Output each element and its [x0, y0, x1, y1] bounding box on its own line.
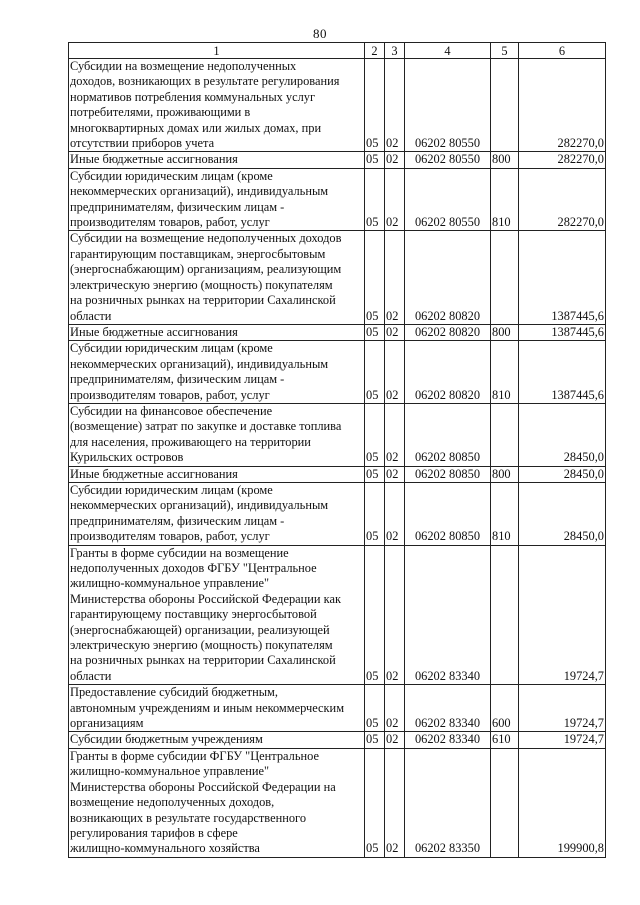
- row-subsection-code: 02: [385, 152, 405, 168]
- row-expense-type-code: [491, 231, 519, 324]
- row-target-code: 06202 83350: [405, 748, 491, 857]
- row-amount: 1387445,6: [519, 341, 606, 404]
- row-target-code: 06202 80820: [405, 341, 491, 404]
- header-col-3: 3: [385, 43, 405, 59]
- row-expense-type-code: [491, 748, 519, 857]
- table-row: [69, 59, 606, 152]
- table-row: [69, 403, 606, 466]
- row-target-code: 06202 80850: [405, 403, 491, 466]
- table-row: [69, 545, 606, 685]
- row-section-code: 05: [365, 341, 385, 404]
- row-amount: 19724,7: [519, 732, 606, 748]
- table-row: [69, 152, 606, 168]
- header-row: [69, 43, 606, 59]
- table-row: [69, 231, 606, 324]
- row-target-code: 06202 83340: [405, 545, 491, 685]
- row-expense-type-code: 800: [491, 324, 519, 340]
- row-subsection-code: 02: [385, 466, 405, 482]
- row-expense-type-code: 800: [491, 466, 519, 482]
- row-amount: 1387445,6: [519, 324, 606, 340]
- row-subsection-code: 02: [385, 545, 405, 685]
- row-name: Субсидии юридическим лицам (кроме некоммерческих организаций), индивидуальным предпринимателям, физическим лицам - производителям товаров, работ, услуг: [69, 341, 365, 404]
- table-row: [69, 168, 606, 231]
- row-target-code: 06202 80850: [405, 466, 491, 482]
- row-subsection-code: 02: [385, 324, 405, 340]
- row-amount: 28450,0: [519, 482, 606, 545]
- table-row: [69, 732, 606, 748]
- row-subsection-code: 02: [385, 59, 405, 152]
- row-name: Субсидии юридическим лицам (кроме некоммерческих организаций), индивидуальным предпринимателям, физическим лицам - производителям товаров, работ, услуг: [69, 168, 365, 231]
- table-body: [69, 59, 606, 858]
- row-name: Субсидии на финансовое обеспечение (возмещение) затрат по закупке и доставке топлива для населения, проживающего на территории Курильских островов: [69, 403, 365, 466]
- row-name: Субсидии юридическим лицам (кроме некоммерческих организаций), индивидуальным предпринимателям, физическим лицам - производителям товаров, работ, услуг: [69, 482, 365, 545]
- row-subsection-code: 02: [385, 732, 405, 748]
- row-expense-type-code: [491, 545, 519, 685]
- row-target-code: 06202 83340: [405, 732, 491, 748]
- row-target-code: 06202 80550: [405, 152, 491, 168]
- row-subsection-code: 02: [385, 748, 405, 857]
- row-subsection-code: 02: [385, 482, 405, 545]
- row-target-code: 06202 80550: [405, 59, 491, 152]
- row-amount: 28450,0: [519, 466, 606, 482]
- row-section-code: 05: [365, 545, 385, 685]
- row-amount: 199900,8: [519, 748, 606, 857]
- row-subsection-code: 02: [385, 685, 405, 732]
- row-expense-type-code: 810: [491, 482, 519, 545]
- row-name: Гранты в форме субсидии ФГБУ "Центральное жилищно-коммунальное управление" Министерства обороны Российской Федерации на возмещение недополученных доходов, возникающих в результате государственного регулирования тарифов в сфере жилищно-коммунального хозяйства: [69, 748, 365, 857]
- row-section-code: 05: [365, 152, 385, 168]
- row-amount: 19724,7: [519, 685, 606, 732]
- row-section-code: 05: [365, 482, 385, 545]
- header-col-2: 2: [365, 43, 385, 59]
- row-section-code: 05: [365, 231, 385, 324]
- row-expense-type-code: 600: [491, 685, 519, 732]
- row-expense-type-code: 810: [491, 341, 519, 404]
- row-section-code: 05: [365, 748, 385, 857]
- row-amount: 1387445,6: [519, 231, 606, 324]
- row-name: Субсидии бюджетным учреждениям: [69, 732, 365, 748]
- header-col-4: 4: [405, 43, 491, 59]
- row-section-code: 05: [365, 466, 385, 482]
- header-col-6: 6: [519, 43, 606, 59]
- row-section-code: 05: [365, 685, 385, 732]
- header-col-5: 5: [491, 43, 519, 59]
- row-target-code: 06202 83340: [405, 685, 491, 732]
- row-name: Иные бюджетные ассигнования: [69, 152, 365, 168]
- row-target-code: 06202 80820: [405, 231, 491, 324]
- table-row: [69, 748, 606, 857]
- table-header: [69, 43, 606, 59]
- row-subsection-code: 02: [385, 168, 405, 231]
- row-expense-type-code: 610: [491, 732, 519, 748]
- row-subsection-code: 02: [385, 341, 405, 404]
- page-number: 80: [313, 26, 327, 41]
- row-amount: 28450,0: [519, 403, 606, 466]
- row-name: Субсидии на возмещение недополученных доходов, возникающих в результате регулирования нормативов потребления коммунальных услуг потребителями, проживающими в многоквартирных домах или жилых домах, при отсутствии приборов учета: [69, 59, 365, 152]
- row-name: Субсидии на возмещение недополученных доходов гарантирующим поставщикам, энергосбытовым (энергоснабжающим) организациям, реализующим электрическую энергию (мощность) покупателям на розничных рынках на территории Сахалинской области: [69, 231, 365, 324]
- row-amount: 282270,0: [519, 59, 606, 152]
- row-section-code: 05: [365, 59, 385, 152]
- row-section-code: 05: [365, 732, 385, 748]
- row-section-code: 05: [365, 168, 385, 231]
- table-row: [69, 685, 606, 732]
- table-row: [69, 341, 606, 404]
- header-col-1: 1: [69, 43, 365, 59]
- row-expense-type-code: 810: [491, 168, 519, 231]
- row-amount: 19724,7: [519, 545, 606, 685]
- row-expense-type-code: [491, 59, 519, 152]
- row-target-code: 06202 80550: [405, 168, 491, 231]
- row-expense-type-code: [491, 403, 519, 466]
- row-expense-type-code: 800: [491, 152, 519, 168]
- row-amount: 282270,0: [519, 168, 606, 231]
- row-subsection-code: 02: [385, 231, 405, 324]
- table-row: [69, 466, 606, 482]
- row-section-code: 05: [365, 403, 385, 466]
- row-section-code: 05: [365, 324, 385, 340]
- row-name: Предоставление субсидий бюджетным, автономным учреждениям и иным некоммерческим организациям: [69, 685, 365, 732]
- row-name: Иные бюджетные ассигнования: [69, 466, 365, 482]
- budget-table: [68, 42, 606, 858]
- row-amount: 282270,0: [519, 152, 606, 168]
- table-row: [69, 324, 606, 340]
- row-target-code: 06202 80850: [405, 482, 491, 545]
- row-subsection-code: 02: [385, 403, 405, 466]
- row-name: Гранты в форме субсидии на возмещение недополученных доходов ФГБУ "Центральное жилищно-коммунальное управление" Министерства обороны Российской Федерации как гарантирующему поставщику энергосбытовой (энергоснабжающей) организации, реализующей электрическую энергию (мощность) покупателям на розничных рынках на территории Сахалинской области: [69, 545, 365, 685]
- row-target-code: 06202 80820: [405, 324, 491, 340]
- table-row: [69, 482, 606, 545]
- row-name: Иные бюджетные ассигнования: [69, 324, 365, 340]
